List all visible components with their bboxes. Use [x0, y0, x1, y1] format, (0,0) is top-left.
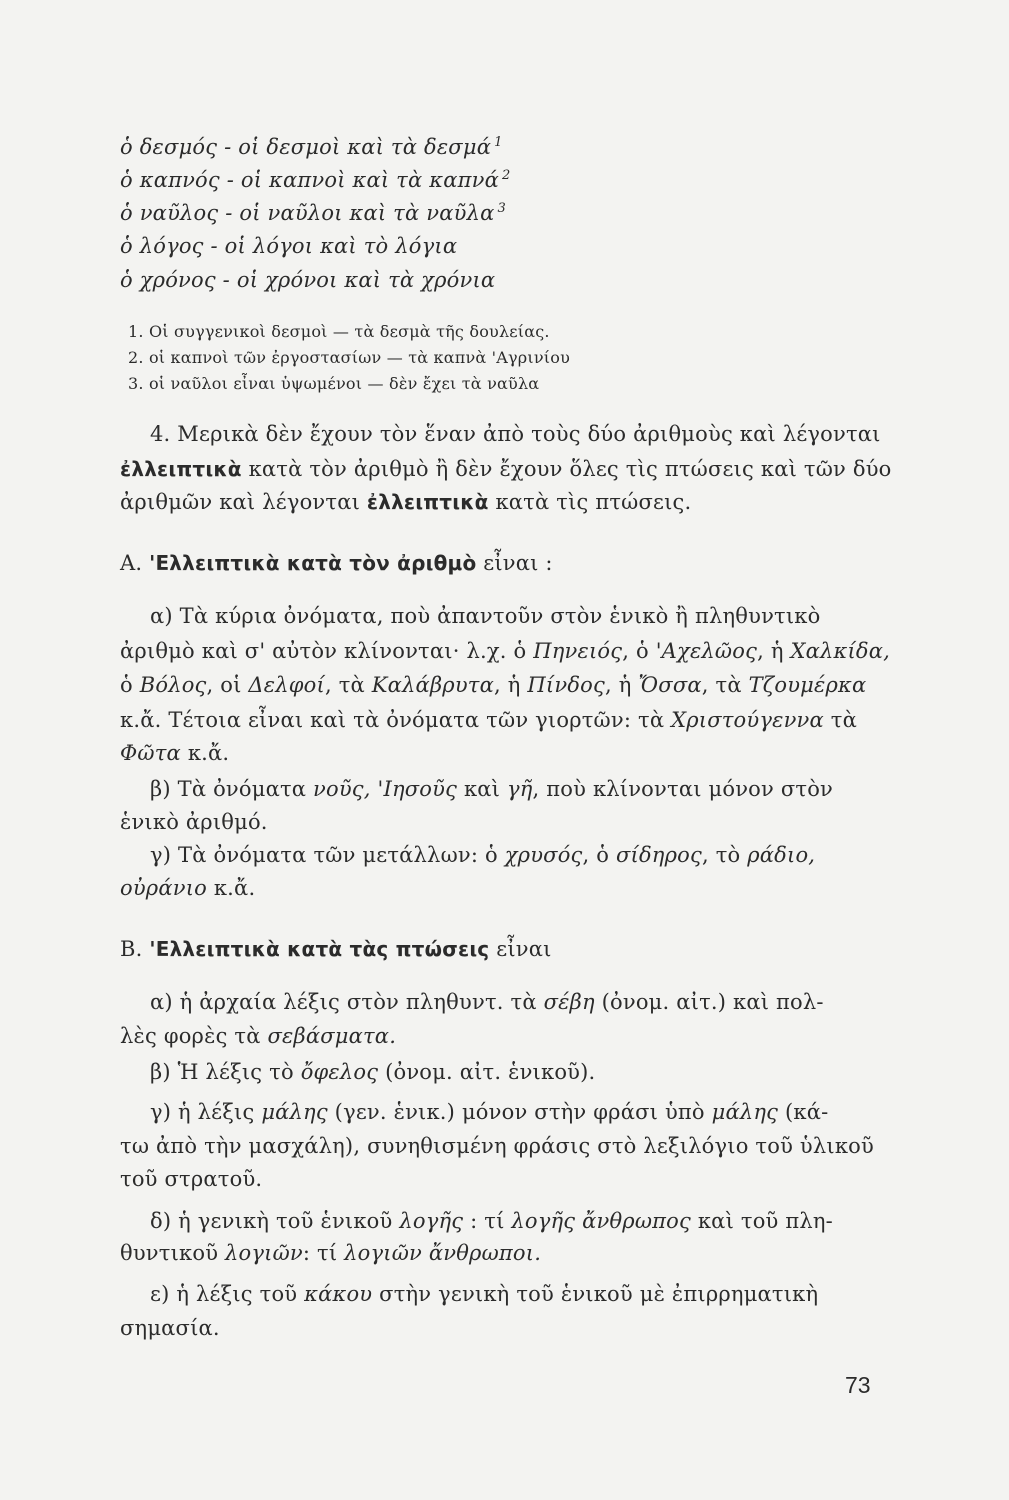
section-b-line: τω ἀπὸ τὴν μασχάλη), συνηθισμένη φράσις στὸ λεξιλόγιο τοῦ ὑλικοῦ: [120, 1134, 874, 1158]
section-a-line: οὐράνιο κ.ἄ.: [120, 876, 256, 900]
example-line: ὁ λόγος - οἱ λόγοι καὶ τὸ λόγια: [120, 234, 458, 258]
section-b-line: ε) ἡ λέξις τοῦ κάκου στὴν γενικὴ τοῦ ἑνικοῦ μὲ ἐπιρρηματικὴ: [150, 1282, 819, 1306]
example-line: ὁ καπνός - οἱ καπνοὶ καὶ τὰ καπνά $^2$: [120, 168, 511, 192]
section-a-line: β) Τὰ ὀνόματα νοῦς, 'Ιησοῦς καὶ γῆ, ποὺ κλίνονται μόνον στὸν: [150, 777, 834, 801]
section-b-line: δ) ἡ γενικὴ τοῦ ἑνικοῦ λογῆς : τί λογῆς ἄνθρωπος καὶ τοῦ πλη-: [150, 1209, 833, 1233]
example-line: ὁ χρόνος - οἱ χρόνοι καὶ τὰ χρόνια: [120, 268, 496, 292]
paragraph-4-line: 4. Μερικὰ δὲν ἔχουν τὸν ἕναν ἀπὸ τοὺς δύο ἀριθμοὺς καὶ λέγονται: [150, 422, 881, 446]
example-line: ὁ δεσμός - οἱ δεσμοὶ καὶ τὰ δεσμά $^1$: [120, 135, 503, 159]
footnote: 1. Οἱ συγγενικοὶ δεσμοὶ — τὰ δεσμὰ τῆς δουλείας.: [128, 322, 550, 341]
footnote: 2. οἱ καπνοὶ τῶν ἐργοστασίων — τὰ καπνὰ 'Αγρινίου: [128, 348, 571, 367]
section-b-line: λὲς φορὲς τὰ σεβάσματα.: [120, 1024, 397, 1048]
section-a-line: γ) Τὰ ὀνόματα τῶν μετάλλων: ὁ χρυσός, ὁ σίδηρος, τὸ ράδιο,: [150, 843, 816, 867]
section-b-line: σημασία.: [120, 1316, 220, 1340]
section-a-line: ὁ Βόλος, οἱ Δελφοί, τὰ Καλάβρυτα, ἡ Πίνδος, ἡ Ὄσσα, τὰ Τζουμέρκα: [120, 673, 867, 697]
section-a-line: Φῶτα κ.ἄ.: [120, 741, 230, 765]
section-a-line: ἑνικὸ ἀριθμό.: [120, 810, 268, 834]
section-a-heading: Α. 'Ελλειπτικὰ κατὰ τὸν ἀριθμὸ εἶναι :: [120, 551, 553, 575]
section-b-line: θυντικοῦ λογιῶν: τί λογιῶν ἄνθρωποι.: [120, 1241, 542, 1265]
section-a-line: α) Τὰ κύρια ὀνόματα, ποὺ ἀπαντοῦν στὸν ἑνικὸ ἢ πληθυντικὸ: [150, 604, 821, 628]
section-b-line: α) ἡ ἀρχαία λέξις στὸν πληθυντ. τὰ σέβη (ὀνομ. αἰτ.) καὶ πολ-: [150, 990, 824, 1014]
paragraph-4-line: ἐλλειπτικὰ κατὰ τὸν ἀριθμὸ ἢ δὲν ἔχουν ὅλες τὶς πτώσεις καὶ τῶν δύο: [120, 457, 892, 481]
section-b-line: γ) ἡ λέξις μάλης (γεν. ἑνικ.) μόνον στὴν φράσι ὑπὸ μάλης (κά-: [150, 1100, 829, 1124]
section-b-line: τοῦ στρατοῦ.: [120, 1167, 263, 1191]
paragraph-4-line: ἀριθμῶν καὶ λέγονται ἐλλειπτικὰ κατὰ τὶς πτώσεις.: [120, 490, 692, 514]
section-a-line: ἀριθμὸ καὶ σ' αὐτὸν κλίνονται· λ.χ. ὁ Πηνειός, ὁ 'Αχελῶος, ἡ Χαλκίδα,: [120, 639, 891, 663]
section-b-line: β) Ἡ λέξις τὸ ὄφελος (ὀνομ. αἰτ. ἑνικοῦ).: [150, 1060, 596, 1084]
example-line: ὁ ναῦλος - οἱ ναῦλοι καὶ τὰ ναῦλα $^3$: [120, 201, 506, 225]
section-b-heading: Β. 'Ελλειπτικὰ κατὰ τὰς πτώσεις εἶναι: [120, 937, 552, 961]
page-number: 73: [845, 1372, 871, 1398]
section-a-line: κ.ἄ. Τέτοια εἶναι καὶ τὰ ὀνόματα τῶν γιορτῶν: τὰ Χριστούγεννα τὰ: [120, 708, 857, 732]
footnote: 3. οἱ ναῦλοι εἶναι ὑψωμένοι — δὲν ἔχει τὰ ναῦλα: [128, 374, 540, 393]
